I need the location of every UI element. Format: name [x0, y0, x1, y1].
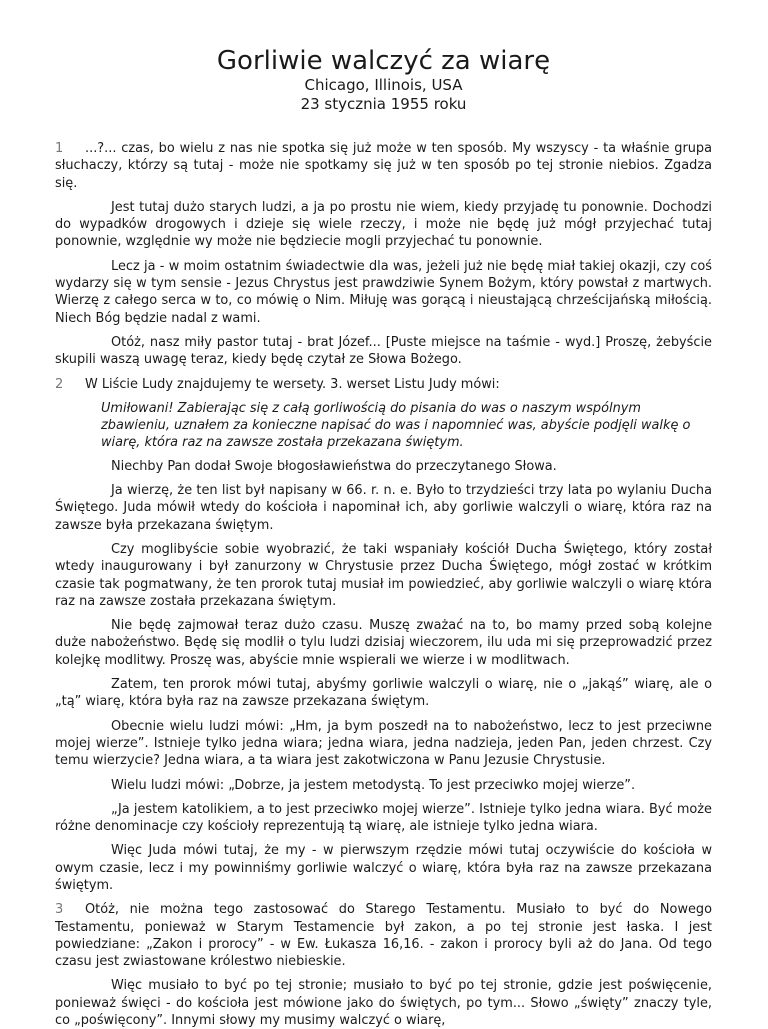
paragraph: [55, 977, 712, 1029]
paragraph: [55, 718, 712, 770]
paragraph: [55, 458, 712, 475]
paragraph: [55, 541, 712, 610]
paragraph-text: W Liście Ludy znajdujemy te wersety. 3. werset Listu Judy mówi:: [85, 376, 500, 392]
paragraph: [55, 617, 712, 669]
sermon-location: Chicago, Illinois, USA: [304, 76, 463, 94]
paragraph-text: Więc Juda mówi tutaj, że my - w pierwszym rzędzie mówi tutaj oczywiście do kościoła w owym czasie, lecz i my powinniśmy gorliwie walczyć o wiarę, która była raz na zawsze przekazana świętym.: [55, 843, 712, 893]
paragraph-text: ...?... czas, bo wielu z nas nie spotka się już może w ten sposób. My wszyscy - ta właśnie grupa słuchaczy, którzy są tutaj - może nie spotkamy się już w ten sposób po tej stronie niebios. Zgadza się.: [55, 141, 712, 191]
paragraph: [55, 258, 712, 327]
paragraph-text: Umiłowani! Zabierając się z całą gorliwością do pisania do was o naszym wspólnym zbawieniu, uznałem za konieczne napisać do was i napomnieć was, abyście podjęli walkę o wiarę, która raz na zawsze została przekazana świętym.: [101, 400, 691, 451]
paragraph-text: „Ja jestem katolikiem, a to jest przeciwko mojej wierze”. Istnieje tylko jedna wiara. Być może różne denominacje czy kościoły reprezentują tą wiarę, ale istnieje tylko jedna wiara.: [55, 801, 712, 835]
paragraph-text: Niechby Pan dodał Swoje błogosławieństwa do przeczytanego Słowa.: [111, 458, 557, 474]
paragraph: [55, 334, 712, 369]
paragraph-number: 3: [55, 902, 64, 918]
paragraph-text: Zatem, ten prorok mówi tutaj, abyśmy gorliwie walczyli o wiarę, nie o „jakąś” wiarę, ale o „tą” wiarę, która była raz na zawsze przekazana świętym.: [55, 677, 712, 710]
paragraph-text: Obecnie wielu ludzi mówi: „Hm, ja bym poszedł na to nabożeństwo, lecz to jest przeciwne mojej wierze”. Istnieje tylko jedna wiara; jedna wiara, jedna nadzieja, jeden Pan, jeden chrzest. Czy temu wierzycie? Jedna wiara, a ta wiara jest zakotwiczona w Panu Jezusie Chrystusie.: [55, 718, 712, 769]
paragraph: [55, 676, 712, 711]
paragraph-text: Ja wierzę, że ten list był napisany w 66. r. n. e. Było to trzydzieści trzy lata po wylaniu Ducha Świętego. Juda mówił wtedy do kościoła i napominał ich, aby gorliwie walczyli o wiarę, która raz na zawsze była przekazana świętym.: [55, 483, 712, 533]
sermon-body: [55, 140, 712, 1029]
paragraph-text: Nie będę zajmował teraz dużo czasu. Muszę zważać na to, bo mamy przed sobą kolejne duże nabożeństwo. Będę się modlił o tylu ludzi dzisiaj wieczorem, ilu uda mi się przeprowadzić przez kolejkę modlitwy. Proszę was, abyście mnie wspierali we wierze i w modlitwach.: [55, 618, 712, 668]
paragraph: [55, 842, 712, 894]
paragraph: [55, 140, 712, 192]
paragraph-text: Wielu ludzi mówi: „Dobrze, ja jestem metodystą. To jest przeciwko mojej wierze”.: [111, 777, 636, 793]
paragraph-text: Czy moglibyście sobie wyobrazić, że taki wspaniały kościół Ducha Świętego, który został wtedy inaugurowany i był zanurzony w Chrystusie przez Ducha Świętego, mógł zostać w krótkim czasie tak pogmatwany, że ten prorok tutaj musiał im powiedzieć, aby gorliwie walczyli o wiarę która raz na zawsze została przekazana świętym.: [55, 541, 712, 609]
paragraph-text: Lecz ja - w moim ostatnim świadectwie dla was, jeżeli już nie będę miał takiej okazji, czy coś wydarzy się w tym sensie - Jezus Chrystus jest prawdziwie Synem Bożym, który powstał z martwych. Wierzę z całego serca w to, co mówię o Nim. Miłuję was gorącą i nieustającą chrześcijańską miłością. Niech Bóg będzie nadal z wami.: [55, 258, 712, 326]
paragraph-text: Otóż, nasz miły pastor tutaj - brat Józef... [Puste miejsce na taśmie - wyd.] Proszę, żebyście skupili waszą uwagę teraz, kiedy będę czytał ze Słowa Bożego.: [55, 334, 712, 368]
paragraph: [55, 482, 712, 534]
paragraph: [55, 199, 712, 251]
paragraph: [55, 801, 712, 836]
scripture-quote: [101, 400, 692, 452]
paragraph-number: 1: [55, 141, 64, 156]
paragraph: [55, 777, 712, 794]
paragraph-text: Jest tutaj dużo starych ludzi, a ja po prostu nie wiem, kiedy przyjadę tu ponownie. Dochodzi do wypadków drogowych i dzieje się wiele rzeczy, i może nie będę już mógł przyjechać tutaj ponownie, względnie wy może nie będziecie mogli przyjechać tu ponownie.: [55, 199, 712, 250]
paragraph: [55, 901, 712, 970]
paragraph-number: 2: [55, 376, 64, 392]
paragraph-text: Otóż, nie można tego zastosować do Starego Testamentu. Musiało to być do Nowego Testamentu, ponieważ w Starym Testamencie był zakon, a po tej stronie jest łaska. I jest powiedziane: „Zakon i prorocy” - w Ew. Łukasza 16,16. - zakon i prorocy byli aż do Jana. Od tego czasu jest zwiastowane królestwo niebieskie.: [55, 902, 712, 970]
page-title: Gorliwie walczyć za wiarę: [216, 46, 551, 76]
sermon-date: 23 stycznia 1955 roku: [300, 95, 467, 113]
paragraph-text: Więc musiało to być po tej stronie; musiało to być po tej stronie, gdzie jest poświęcenie, ponieważ święci - do kościoła jest mówione jako do świętych, po tym... Słowo „święty” znaczy tyle, co „poświęcony”. Innymi słowy my musimy walczyć o wiarę,: [55, 978, 712, 1029]
paragraph: [55, 376, 712, 393]
